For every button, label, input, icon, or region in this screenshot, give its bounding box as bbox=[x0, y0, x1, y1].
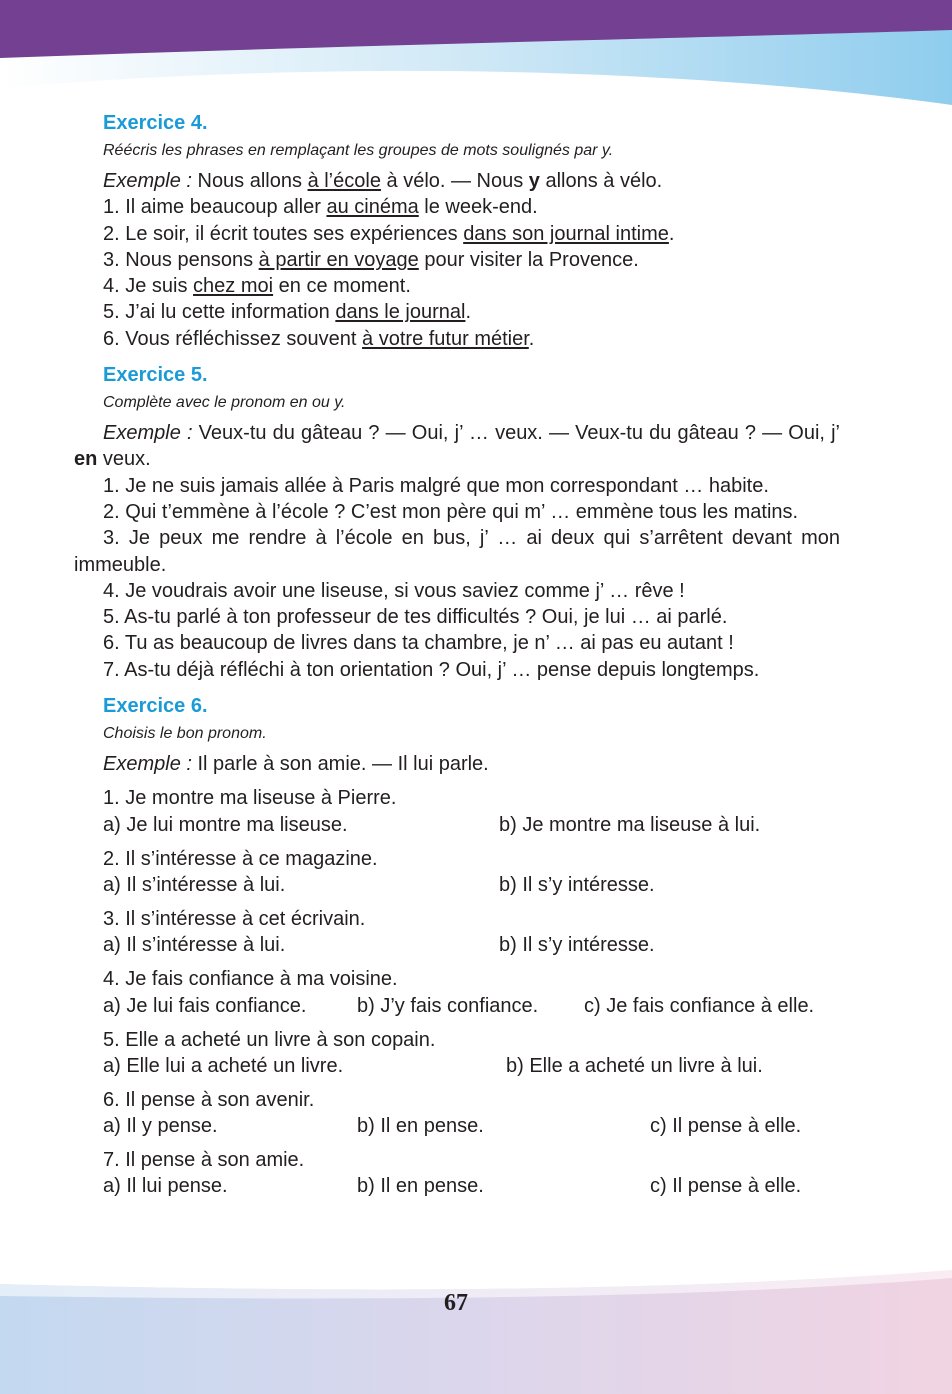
underlined-phrase: à l’école bbox=[307, 170, 381, 192]
option-b: b) Il s’y intéresse. bbox=[499, 873, 655, 896]
example-line: Exemple : Veux-tu du gâteau ? — Oui, j’ … veux. — Veux-tu du gâteau ? — Oui, j’ en veux. bbox=[74, 422, 840, 471]
question-block bbox=[103, 846, 840, 898]
sentence-item: 1. Je ne suis jamais allée à Paris malgré que mon correspondant … habite. bbox=[103, 474, 769, 497]
question-text: 1. Je montre ma liseuse à Pierre. bbox=[103, 787, 397, 810]
page-content bbox=[74, 110, 840, 1199]
option-b: b) J’y fais confiance. bbox=[357, 994, 539, 1017]
sentence-item: 3. Nous pensons à partir en voyage pour visiter la Provence. bbox=[103, 248, 639, 271]
question-text: 5. Elle a acheté un livre à son copain. bbox=[103, 1028, 436, 1051]
option-c: c) Je fais confiance à elle. bbox=[584, 994, 815, 1017]
sentence-item: 6. Tu as beaucoup de livres dans ta chambre, je n’ … ai pas eu autant ! bbox=[103, 632, 734, 655]
exercise-instruction: Réécris les phrases en remplaçant les groupes de mots soulignés par y. bbox=[103, 142, 614, 159]
option-b: b) Il en pense. bbox=[357, 1175, 484, 1198]
answer-pronoun: en bbox=[74, 448, 98, 471]
sentence-item: 7. As-tu déjà réfléchi à ton orientation ? Oui, j’ … pense depuis longtemps. bbox=[103, 658, 760, 681]
question-text: 6. Il pense à son avenir. bbox=[103, 1088, 315, 1111]
option-a: a) Je lui fais confiance. bbox=[103, 994, 307, 1017]
question-block bbox=[103, 1027, 840, 1079]
option-b: b) Il s’y intéresse. bbox=[499, 934, 655, 957]
option-b: b) Elle a acheté un livre à lui. bbox=[506, 1054, 763, 1077]
sentence-item: 3. Je peux me rendre à l’école en bus, j’ … ai deux qui s’arrêtent devant mon immeuble. bbox=[74, 527, 840, 576]
option-a: a) Elle lui a acheté un livre. bbox=[103, 1054, 344, 1077]
exercise-title: Exercice 4. bbox=[103, 112, 208, 134]
example-line: Exemple : Nous allons à l’école à vélo. — Nous y allons à vélo. bbox=[103, 170, 663, 192]
option-a: a) Il s’intéresse à lui. bbox=[103, 934, 286, 957]
question-block bbox=[103, 1147, 840, 1199]
exercise-5 bbox=[74, 362, 840, 683]
example-label: Exemple : bbox=[103, 170, 192, 192]
option-a: a) Il s’intéresse à lui. bbox=[103, 873, 286, 896]
question-text: 2. Il s’intéresse à ce magazine. bbox=[103, 847, 378, 870]
exercise-title: Exercice 5. bbox=[103, 364, 208, 387]
option-b: b) Il en pense. bbox=[357, 1115, 484, 1138]
sentence-item: 5. As-tu parlé à ton professeur de tes difficultés ? Oui, je lui … ai parlé. bbox=[103, 606, 728, 629]
exercise-6 bbox=[74, 693, 840, 1199]
option-a: a) Il lui pense. bbox=[103, 1175, 228, 1198]
sentence-item: 2. Le soir, il écrit toutes ses expériences dans son journal intime. bbox=[103, 222, 675, 245]
option-c: c) Il pense à elle. bbox=[650, 1175, 802, 1198]
option-c: c) Il pense à elle. bbox=[650, 1115, 802, 1138]
exercise-4 bbox=[74, 110, 840, 352]
header-band bbox=[0, 0, 952, 110]
question-text: 4. Je fais confiance à ma voisine. bbox=[103, 968, 398, 991]
sentence-item: 1. Il aime beaucoup aller au cinéma le week-end. bbox=[103, 196, 538, 219]
question-block bbox=[103, 966, 840, 1018]
exercise-instruction: Complète avec le pronom en ou y. bbox=[103, 394, 346, 412]
question-block bbox=[103, 1087, 840, 1139]
question-block bbox=[103, 906, 840, 958]
option-a: a) Il y pense. bbox=[103, 1115, 218, 1138]
question-block bbox=[103, 785, 840, 837]
question-text: 7. Il pense à son amie. bbox=[103, 1149, 305, 1172]
exercise-instruction: Choisis le bon pronom. bbox=[103, 725, 267, 743]
sentence-item: 4. Je suis chez moi en ce moment. bbox=[103, 275, 411, 298]
sentence-item: 5. J’ai lu cette information dans le journal. bbox=[103, 301, 471, 324]
exercise-title: Exercice 6. bbox=[103, 695, 208, 718]
option-b: b) Je montre ma liseuse à lui. bbox=[499, 813, 761, 836]
footer-band bbox=[0, 1270, 952, 1394]
answer-pronoun: y bbox=[528, 170, 540, 192]
example-line: Exemple : Il parle à son amie. — Il lui parle. bbox=[103, 753, 489, 776]
sentence-item: 6. Vous réfléchissez souvent à votre futur métier. bbox=[103, 327, 535, 350]
option-a: a) Je lui montre ma liseuse. bbox=[103, 813, 348, 836]
question-text: 3. Il s’intéresse à cet écrivain. bbox=[103, 907, 366, 930]
sentence-item: 4. Je voudrais avoir une liseuse, si vous saviez comme j’ … rêve ! bbox=[103, 579, 685, 602]
page-number: 67 bbox=[444, 1290, 468, 1316]
sentence-item: 2. Qui t’emmène à l’école ? C’est mon père qui m’ … emmène tous les matins. bbox=[103, 500, 799, 523]
